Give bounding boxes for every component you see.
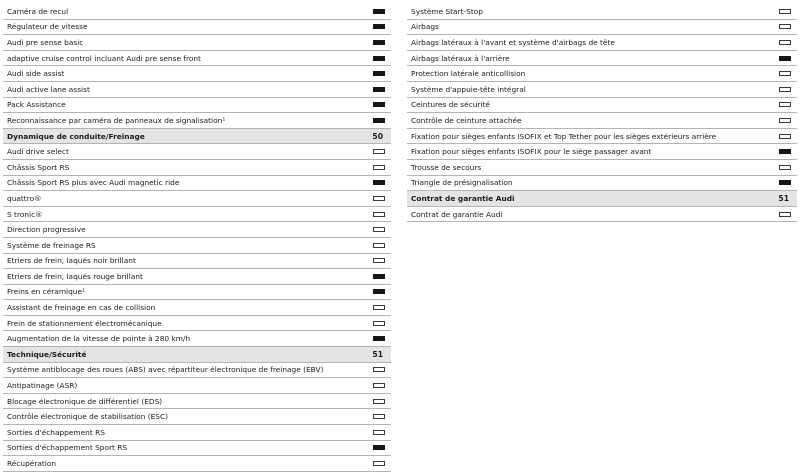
equipment-row (407, 113, 797, 129)
equipment-label: Système antiblocage des roues (ABS) avec répartiteur électronique de freinage (EBV) (7, 365, 324, 375)
empty-indicator-box-icon (779, 102, 791, 107)
equipment-label: Airbags (411, 22, 439, 32)
empty-indicator-box-icon (779, 212, 791, 217)
empty-indicator-box-icon (779, 134, 791, 139)
equipment-row (407, 51, 797, 67)
empty-indicator-box-icon (373, 212, 385, 217)
empty-indicator-box-icon (373, 165, 385, 170)
equipment-label: Augmentation de la vitesse de pointe à 280 km/h (7, 334, 191, 344)
equipment-row (3, 394, 391, 410)
empty-indicator-box-icon (779, 71, 791, 76)
equipment-row (3, 191, 391, 207)
empty-indicator-box-icon (373, 399, 385, 404)
equipment-label: Blocage électronique de différentiel (EDS) (7, 396, 163, 406)
equipment-row (3, 222, 391, 238)
filled-indicator-box-icon (373, 289, 385, 294)
equipment-label: Ceintures de sécurité (411, 100, 490, 110)
equipment-row (407, 82, 797, 98)
equipment-label: Système de freinage RS (7, 240, 96, 250)
equipment-label: Frein de stationnement électromécanique (7, 318, 162, 328)
empty-indicator-box-icon (373, 227, 385, 232)
equipment-row (3, 378, 391, 394)
empty-indicator-box-icon (373, 305, 385, 310)
equipment-row (3, 331, 391, 347)
equipment-row (3, 300, 391, 316)
equipment-row (3, 82, 391, 98)
empty-indicator-box-icon (373, 196, 385, 201)
equipment-row (3, 98, 391, 114)
equipment-row (3, 441, 391, 457)
equipment-label: Récupération (7, 459, 57, 469)
filled-indicator-box-icon (373, 24, 385, 29)
filled-indicator-box-icon (373, 87, 385, 92)
equipment-row (407, 35, 797, 51)
equipment-label: Airbags latéraux à l'arrière (411, 53, 510, 63)
empty-indicator-box-icon (373, 414, 385, 419)
filled-indicator-box-icon (779, 149, 791, 154)
empty-indicator-box-icon (373, 430, 385, 435)
filled-indicator-box-icon (373, 336, 385, 341)
equipment-label: Freins en céramique¹ (7, 287, 85, 297)
filled-indicator-box-icon (373, 180, 385, 185)
equipment-row (3, 113, 391, 129)
section-title: Dynamique de conduite/Freinage (7, 131, 145, 141)
equipment-label: Audi side assist (7, 69, 65, 79)
empty-indicator-box-icon (373, 367, 385, 372)
equipment-row (3, 66, 391, 82)
empty-indicator-box-icon (373, 321, 385, 326)
equipment-row (407, 4, 797, 20)
section-header-dynamique-de-conduite-freinage (3, 129, 391, 145)
equipment-label: Système d'appuie-tête intégral (411, 84, 526, 94)
section-title: Technique/Sécurité (7, 349, 87, 359)
empty-indicator-box-icon (779, 24, 791, 29)
equipment-label: Système Start-Stop (411, 6, 483, 16)
equipment-row (3, 254, 391, 270)
equipment-row (3, 238, 391, 254)
empty-indicator-box-icon (779, 9, 791, 14)
equipment-label: adaptive cruise control incluant Audi pre sense front (7, 53, 201, 63)
equipment-label: Fixation pour sièges enfants ISOFIX pour le siège passager avant (411, 147, 652, 157)
section-page-number: 51 (778, 193, 789, 203)
filled-indicator-box-icon (373, 274, 385, 279)
equipment-label: quattro® (7, 193, 42, 203)
filled-indicator-box-icon (373, 102, 385, 107)
equipment-row (3, 269, 391, 285)
section-page-number: 50 (372, 131, 383, 141)
empty-indicator-box-icon (779, 87, 791, 92)
equipment-row (3, 160, 391, 176)
equipment-label: Audi active lane assist (7, 84, 90, 94)
equipment-label: Contrat de garantie Audi (411, 209, 503, 219)
empty-indicator-box-icon (373, 258, 385, 263)
equipment-row (407, 176, 797, 192)
right-equipment-column (407, 4, 797, 222)
section-header-contrat-de-garantie-audi (407, 191, 797, 207)
equipment-label: Antipatinage (ASR) (7, 381, 78, 391)
equipment-label: Pack Assistance (7, 100, 66, 110)
equipment-row (407, 144, 797, 160)
filled-indicator-box-icon (373, 9, 385, 14)
equipment-label: Sorties d'échappement Sport RS (7, 443, 128, 453)
equipment-label: Châssis Sport RS plus avec Audi magnetic ride (7, 178, 180, 188)
equipment-label: Reconnaissance par caméra de panneaux de signalisation¹ (7, 115, 226, 125)
equipment-row (3, 409, 391, 425)
filled-indicator-box-icon (373, 56, 385, 61)
equipment-row (3, 144, 391, 160)
equipment-label: Caméra de recul (7, 6, 69, 16)
empty-indicator-box-icon (779, 118, 791, 123)
equipment-row (407, 66, 797, 82)
equipment-label: S tronic® (7, 209, 43, 219)
equipment-label: Fixation pour sièges enfants ISOFIX et Top Tether pour les sièges extérieurs arrière (411, 131, 717, 141)
filled-indicator-box-icon (779, 180, 791, 185)
filled-indicator-box-icon (373, 118, 385, 123)
empty-indicator-box-icon (373, 149, 385, 154)
equipment-label: Triangle de présignalisation (411, 178, 513, 188)
equipment-label: Contrôle électronique de stabilisation (ESC) (7, 412, 169, 422)
equipment-row (3, 425, 391, 441)
equipment-row (3, 456, 391, 472)
equipment-row (3, 285, 391, 301)
equipment-label: Sorties d'échappement RS (7, 427, 105, 437)
equipment-label: Protection latérale anticollision (411, 69, 526, 79)
equipment-label: Airbags latéraux à l'avant et système d'airbags de tête (411, 37, 615, 47)
section-header-technique-securite (3, 347, 391, 363)
left-equipment-column (3, 4, 391, 472)
empty-indicator-box-icon (373, 461, 385, 466)
equipment-row (3, 363, 391, 379)
equipment-label: Audi pre sense basic (7, 37, 84, 47)
empty-indicator-box-icon (373, 383, 385, 388)
equipment-label: Régulateur de vitesse (7, 22, 88, 32)
filled-indicator-box-icon (779, 56, 791, 61)
equipment-label: Châssis Sport RS (7, 162, 70, 172)
equipment-row (407, 207, 797, 223)
equipment-row (407, 129, 797, 145)
section-title: Contrat de garantie Audi (411, 193, 515, 203)
equipment-label: Audi drive select (7, 147, 69, 157)
equipment-row (407, 20, 797, 36)
equipment-row (407, 98, 797, 114)
empty-indicator-box-icon (779, 165, 791, 170)
equipment-label: Etriers de frein, laqués rouge brillant (7, 271, 143, 281)
equipment-row (3, 316, 391, 332)
section-page-number: 51 (372, 349, 383, 359)
equipment-row (407, 160, 797, 176)
equipment-row (3, 35, 391, 51)
equipment-row (3, 176, 391, 192)
equipment-label: Trousse de secours (411, 162, 482, 172)
equipment-row (3, 20, 391, 36)
equipment-row (3, 207, 391, 223)
filled-indicator-box-icon (373, 40, 385, 45)
empty-indicator-box-icon (373, 243, 385, 248)
equipment-label: Etriers de frein, laqués noir brillant (7, 256, 136, 266)
filled-indicator-box-icon (373, 71, 385, 76)
filled-indicator-box-icon (373, 445, 385, 450)
equipment-row (3, 4, 391, 20)
empty-indicator-box-icon (779, 40, 791, 45)
equipment-label: Contrôle de ceinture attachée (411, 115, 522, 125)
equipment-label: Direction progressive (7, 225, 86, 235)
equipment-label: Assistant de freinage en cas de collision (7, 303, 156, 313)
equipment-row (3, 51, 391, 67)
